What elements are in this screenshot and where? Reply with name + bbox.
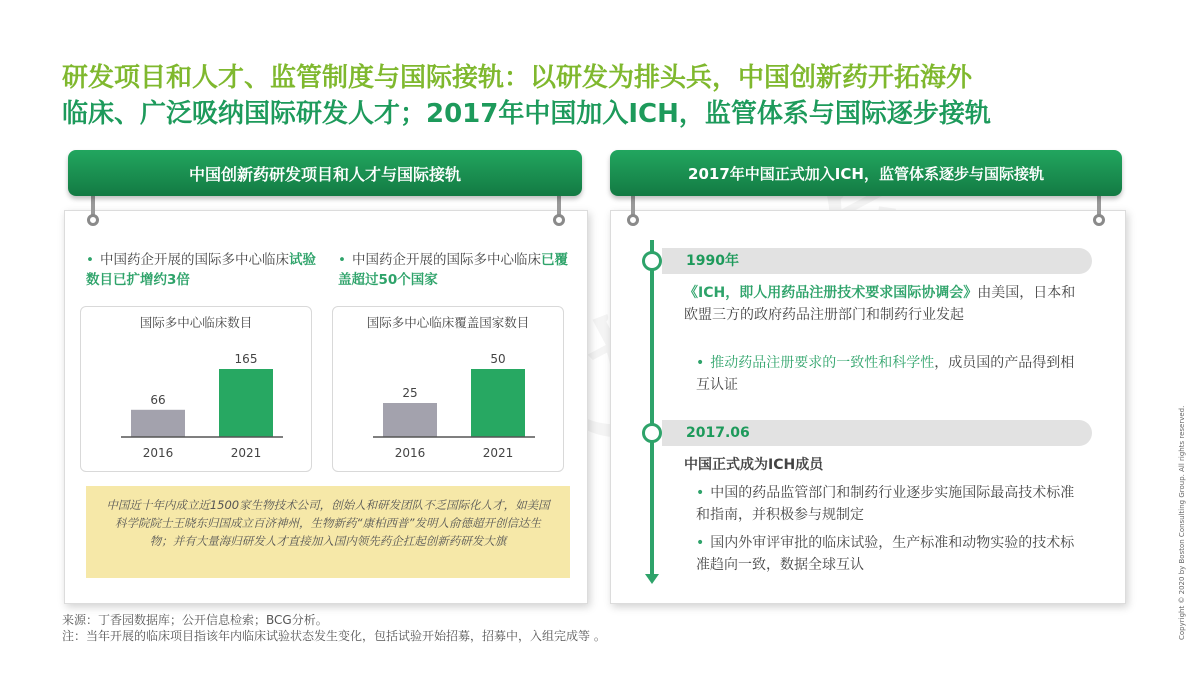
chart-2	[333, 307, 565, 473]
chart-1-category-label: 2016	[142, 446, 174, 460]
timeline-tag-2017: 2017.06	[662, 420, 1092, 446]
chart-1-bar-2021	[219, 369, 273, 437]
right-panel-header: 2017年中国正式加入ICH，监管体系逐步与国际接轨	[610, 150, 1122, 196]
chart-2-category-label: 2021	[482, 446, 514, 460]
page-title	[62, 60, 1142, 132]
left-panel-header: 中国创新药研发项目和人才与国际接轨	[68, 150, 582, 196]
title-line-1: 研发项目和人才、监管制度与国际接轨：以研发为排头兵，中国创新药开拓海外	[62, 63, 973, 93]
left-bullet-2: • 中国药企开展的国际多中心临床已覆盖超过50个国家	[338, 252, 568, 288]
timeline-node-2017	[642, 423, 662, 443]
chart-1-bar-2016	[131, 410, 185, 437]
china-bullet-2: • 国内外审评审批的临床试验，生产标准和动物实验的技术标准趋向一致，数据全球互认	[696, 535, 1075, 573]
footer	[62, 612, 606, 644]
timeline-line	[650, 240, 654, 576]
chart-2-title: 国际多中心临床覆盖国家数目	[366, 315, 530, 330]
chart-1	[81, 307, 313, 473]
chart-1-value-label: 66	[150, 392, 166, 407]
left-bullet-1: • 中国药企开展的国际多中心临床试验数目已扩增约3倍	[86, 252, 316, 288]
chart-2-box	[332, 306, 564, 472]
title-line-2: 临床、广泛吸纳国际研发人才；2017年中国加入ICH，监管体系与国际逐步接轨	[62, 99, 991, 129]
chart-1-value-label: 165	[234, 352, 258, 366]
talent-note: 中国近十年内成立近1500家生物技术公司，创始人和研发团队不乏国际化人才，如美国科学院院士王晓东归国成立百济神州，生物新药“康柏西普”发明人俞德超开创信达生物；并有大量海归研发人才直接加入国内领先药企扛起创新药研发大旗	[86, 486, 570, 578]
chart-1-box	[80, 306, 312, 472]
footer-note: 注：当年开展的临床项目指该年内临床试验状态发生变化，包括试验开始招募，招募中，入组完成等 。	[62, 629, 606, 643]
chart-2-category-label: 2016	[394, 446, 426, 460]
china-member-heading: 中国正式成为ICH成员	[684, 457, 824, 473]
chart-1-title: 国际多中心临床数目	[139, 315, 253, 330]
chart-2-bar-2021	[471, 369, 525, 437]
timeline-tag-1990: 1990年	[662, 248, 1092, 274]
ich-description: 《ICH，即人用药品注册技术要求国际协调会》由美国，日本和欧盟三方的政府药品注册部门和制药行业发起	[684, 285, 1076, 323]
chart-1-category-label: 2021	[230, 446, 262, 460]
chart-2-value-label: 50	[490, 352, 506, 366]
timeline-arrow	[645, 574, 659, 584]
copyright: Copyright © 2020 by Boston Consulting Group. All rights reserved.	[1178, 405, 1186, 640]
footer-source: 来源：丁香园数据库；公开信息检索；BCG分析。	[62, 613, 328, 627]
chart-2-value-label: 25	[402, 386, 418, 400]
chart-2-bar-2016	[383, 403, 437, 437]
timeline-node-1990	[642, 251, 662, 271]
china-bullet-1: • 中国的药品监管部门和制药行业逐步实施国际最高技术标准和指南，并积极参与规制定	[696, 485, 1075, 523]
ich-bullet: • 推动药品注册要求的一致性和科学性，成员国的产品得到相互认证	[696, 355, 1075, 393]
